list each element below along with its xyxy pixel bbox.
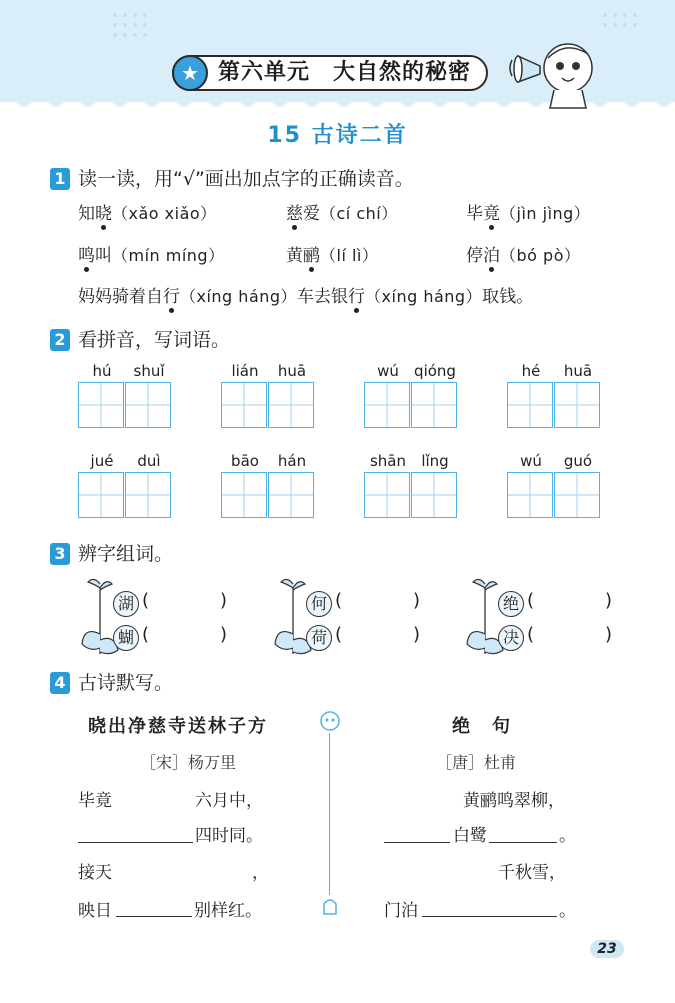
dotted-char: 泊 xyxy=(483,246,500,266)
compare-char: 何 xyxy=(306,591,332,617)
writing-grid-box[interactable] xyxy=(221,382,267,428)
sentence-pinyin-2[interactable]: （xíng háng） xyxy=(365,287,483,306)
sentence-part2: 车去银 xyxy=(297,287,349,307)
poem-right-blank-2a[interactable] xyxy=(384,842,450,843)
compare-char: 荷 xyxy=(306,625,332,651)
poem-right-blank-4[interactable] xyxy=(422,916,557,917)
unit-title: 第六单元 大自然的秘密 xyxy=(218,60,472,85)
answer-paren-open: ( xyxy=(527,624,535,645)
writing-grid-box[interactable] xyxy=(78,472,124,518)
pinyin-label: hú xyxy=(92,362,112,380)
pinyin-label: qióng xyxy=(414,362,456,380)
pinyin-label: lǐng xyxy=(421,452,449,470)
answer-paren-open: ( xyxy=(335,590,343,611)
poem-left-author: ［宋］杨万里 xyxy=(140,753,237,772)
compare-char: 决 xyxy=(498,625,524,651)
answer-blank[interactable] xyxy=(345,625,411,651)
pinyin-label: guó xyxy=(563,452,593,470)
dotted-char: 竟 xyxy=(483,204,500,224)
answer-paren-open: ( xyxy=(527,590,535,611)
bug-bottom-icon xyxy=(319,894,341,918)
answer-blank[interactable] xyxy=(152,591,218,617)
page-number: 23 xyxy=(590,940,624,958)
lotus-plant-icon xyxy=(273,574,313,658)
answer-paren-close: ) xyxy=(605,624,613,645)
star-icon: ★ xyxy=(172,55,208,91)
poem-left-line1-start: 毕竟 xyxy=(78,791,112,811)
answer-blank[interactable] xyxy=(537,591,603,617)
writing-grid-box[interactable] xyxy=(507,472,553,518)
word-char: 停 xyxy=(466,246,483,266)
section-4-number: 4 xyxy=(50,672,70,694)
section-1-number: 1 xyxy=(50,168,70,190)
answer-paren-open: ( xyxy=(335,624,343,645)
reading-item xyxy=(78,202,217,226)
dotted-char: 鸣 xyxy=(78,246,95,266)
section-2-instruction: 看拼音，写词语。 xyxy=(78,329,231,351)
writing-grid-box[interactable] xyxy=(554,472,600,518)
compare-char: 绝 xyxy=(498,591,524,617)
writing-grid-box[interactable] xyxy=(125,382,171,428)
pinyin-label: wú xyxy=(377,362,399,380)
answer-paren-close: ) xyxy=(220,624,228,645)
lotus-plant-icon xyxy=(80,574,120,658)
poem-right-line1: 黄鹂鸣翠柳， xyxy=(463,791,565,811)
pinyin-label: bāo xyxy=(231,452,259,470)
writing-grid-box[interactable] xyxy=(507,382,553,428)
pinyin-choice[interactable]: （cí chí） xyxy=(320,204,398,223)
writing-grid-box[interactable] xyxy=(268,382,314,428)
reading-item xyxy=(78,244,225,268)
sentence-part1: 妈妈骑着自 xyxy=(78,287,163,307)
pinyin-label: lián xyxy=(231,362,259,380)
sentence-part3: 取钱。 xyxy=(482,287,534,307)
lesson-title: 15 古诗二首 xyxy=(267,123,408,148)
pinyin-label: hé xyxy=(521,362,541,380)
section-3-number: 3 xyxy=(50,543,70,565)
compare-char: 蝴 xyxy=(113,625,139,651)
poem-right-line2-end: 。 xyxy=(559,826,576,846)
answer-paren-close: ) xyxy=(220,590,228,611)
decorative-dots xyxy=(110,10,170,50)
pinyin-label: hán xyxy=(277,452,307,470)
decorative-dots-right xyxy=(600,10,660,50)
poem-left-blank-2[interactable] xyxy=(78,842,193,843)
pinyin-choice[interactable]: （xǎo xiǎo） xyxy=(112,204,217,223)
pinyin-label: wú xyxy=(520,452,542,470)
poem-left-blank-4[interactable] xyxy=(116,916,192,917)
poem-divider xyxy=(329,733,330,895)
sentence-dotted-char-1: 行 xyxy=(163,287,180,307)
writing-grid-box[interactable] xyxy=(554,382,600,428)
poem-left-title: 晓出净慈寺送林子方 xyxy=(88,716,268,737)
writing-grid-box[interactable] xyxy=(221,472,267,518)
sentence-pinyin-1[interactable]: （xíng háng） xyxy=(180,287,298,306)
word-char: 叫 xyxy=(95,246,112,266)
writing-grid-box[interactable] xyxy=(268,472,314,518)
section-2-number: 2 xyxy=(50,329,70,351)
section-3-instruction: 辨字组词。 xyxy=(78,543,174,565)
answer-paren-close: ) xyxy=(413,624,421,645)
word-char: 知 xyxy=(78,204,95,224)
writing-grid-box[interactable] xyxy=(364,472,410,518)
sentence-dotted-char-2: 行 xyxy=(348,287,366,307)
reading-item xyxy=(286,244,378,268)
compare-char: 湖 xyxy=(113,591,139,617)
lotus-plant-icon xyxy=(465,574,505,658)
word-char: 毕 xyxy=(466,204,483,224)
poem-right-title: 绝 句 xyxy=(452,716,512,737)
reading-item xyxy=(466,244,580,268)
poem-right-line3: 千秋雪， xyxy=(498,863,566,883)
poem-right-author: ［唐］杜甫 xyxy=(436,753,517,772)
pinyin-choice[interactable]: （jìn jìng） xyxy=(500,204,591,223)
poem-left-line4-end: 别样红。 xyxy=(194,901,262,921)
answer-paren-close: ) xyxy=(413,590,421,611)
pinyin-choice[interactable]: （mín míng） xyxy=(112,246,225,265)
answer-blank[interactable] xyxy=(152,625,218,651)
answer-paren-open: ( xyxy=(142,624,150,645)
section-1-instruction: 读一读，用“√”画出加点字的正确读音。 xyxy=(78,168,414,190)
pinyin-label: huā xyxy=(563,362,593,380)
poem-right-line4-start: 门泊 xyxy=(384,901,418,921)
pinyin-label: shān xyxy=(369,452,407,470)
writing-grid-box[interactable] xyxy=(411,472,457,518)
poem-left-line3-end: ， xyxy=(252,863,269,883)
poem-right-line4-end: 。 xyxy=(559,901,576,921)
poem-left-line1-end: 六月中， xyxy=(195,791,263,811)
mascot-megaphone-icon xyxy=(506,40,602,110)
reading-item xyxy=(286,202,398,226)
writing-grid-box[interactable] xyxy=(411,382,457,428)
pinyin-label: huā xyxy=(277,362,307,380)
dotted-char: 慈 xyxy=(286,204,303,224)
writing-grid-box[interactable] xyxy=(78,382,124,428)
writing-grid-box[interactable] xyxy=(125,472,171,518)
poem-left-line4-start: 映日 xyxy=(78,901,112,921)
answer-blank[interactable] xyxy=(537,625,603,651)
pinyin-label: shuǐ xyxy=(133,362,165,380)
writing-grid-box[interactable] xyxy=(364,382,410,428)
poem-right-line2-start: 白鹭 xyxy=(453,826,487,846)
pinyin-label: jué xyxy=(90,452,114,470)
bug-top-icon xyxy=(317,708,343,734)
section-1-sentence xyxy=(78,285,533,309)
answer-paren-close: ) xyxy=(605,590,613,611)
section-4-instruction: 古诗默写。 xyxy=(78,672,174,694)
poem-left-line2: 四时同。 xyxy=(195,826,263,846)
word-char: 黄 xyxy=(286,246,303,266)
dotted-char: 晓 xyxy=(95,204,112,224)
dotted-char: 鹂 xyxy=(303,246,320,266)
poem-left-line3-start: 接天 xyxy=(78,863,112,883)
pinyin-choice[interactable]: （bó pò） xyxy=(500,246,581,265)
answer-blank[interactable] xyxy=(345,591,411,617)
word-char: 爱 xyxy=(303,204,320,224)
answer-paren-open: ( xyxy=(142,590,150,611)
pinyin-label: duì xyxy=(137,452,161,470)
reading-item xyxy=(466,202,590,226)
poem-right-blank-2b[interactable] xyxy=(489,842,557,843)
pinyin-choice[interactable]: （lí lì） xyxy=(320,246,379,265)
